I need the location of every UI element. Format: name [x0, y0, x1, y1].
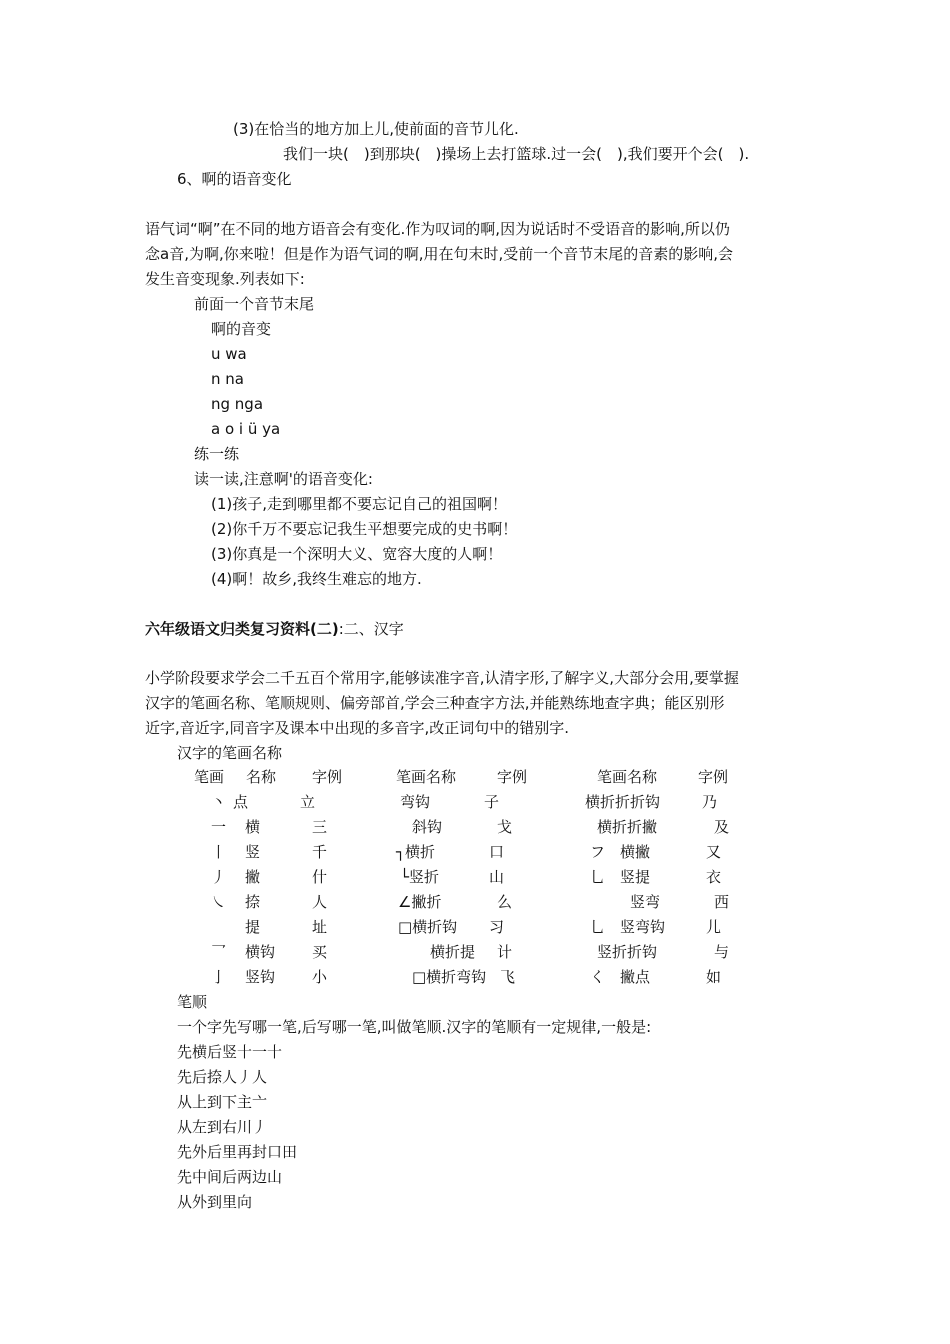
stroke-order-rule: 先外后里再封口田 [177, 1143, 298, 1161]
stroke-order-rule: 先后捺人丿人 [177, 1068, 268, 1086]
stroke-name-3: 乚 竖提 [590, 868, 651, 886]
stroke-name-2: 斜钩 [412, 818, 443, 836]
practice-instruction: 读一读,注意啊'的语音变化: [194, 470, 373, 488]
stroke-name-3: フ 横撇 [590, 843, 651, 861]
stroke-order-rule: 从左到右川丿 [177, 1118, 268, 1136]
stroke-table-header: 字例 [698, 768, 729, 786]
stroke-glyph: 一 [211, 818, 227, 836]
stroke-example-3: 儿 [706, 918, 722, 936]
stroke-table-title: 汉字的笔画名称 [177, 744, 283, 762]
stroke-example-2: 戈 [497, 818, 513, 836]
stroke-example: 什 [312, 868, 328, 886]
stroke-table-header: 笔画 [194, 768, 225, 786]
item-3-sentence: 我们一块( )到那块( )操场上去打篮球.过一会( ),我们要开个会( ). [283, 145, 750, 163]
stroke-glyph: 丶 [211, 793, 227, 811]
stroke-order-rule: 先中间后两边山 [177, 1168, 283, 1186]
stroke-glyph: ㇏ [211, 893, 227, 911]
section-2-para-line-1: 小学阶段要求学会二千五百个常用字,能够读准字音,认清字形,了解字义,大部分会用,要掌握 [145, 669, 739, 687]
heading-6: 6、啊的语音变化 [177, 170, 292, 188]
section-2-para-line-2: 汉字的笔画名称、笔顺规则、偏旁部首,学会三种查字方法,并能熟练地查字典；能区别形 [145, 694, 725, 712]
a-table-header-2: 啊的音变 [211, 320, 272, 338]
stroke-glyph: 亅 [211, 968, 227, 986]
stroke-example-3: 如 [706, 968, 722, 986]
stroke-example-3: 乃 [702, 793, 718, 811]
stroke-example: 三 [312, 818, 328, 836]
a-table-row: ng nga [211, 395, 264, 413]
stroke-name-3: 横折折折钩 [585, 793, 661, 811]
stroke-order-rule: 从外到里向 [177, 1193, 253, 1211]
stroke-glyph: 丿 [211, 868, 227, 886]
stroke-example-2: 么 [497, 893, 513, 911]
stroke-example: 小 [312, 968, 328, 986]
a-table-header-1: 前面一个音节末尾 [194, 295, 315, 313]
stroke-name: 竖 [245, 843, 261, 861]
stroke-name-3: く 撇点 [590, 968, 651, 986]
stroke-table-header: 名称 [246, 768, 277, 786]
practice-item: (3)你真是一个深明大义、宽容大度的人啊！ [211, 545, 503, 563]
stroke-table-header: 笔画名称 [597, 768, 658, 786]
stroke-example-3: 衣 [706, 868, 722, 886]
stroke-example-2: 子 [484, 793, 500, 811]
section-2-para-line-3: 近字,音近字,同音字及课本中出现的多音字,改正词句中的错别字. [145, 719, 570, 737]
stroke-name: 横钩 [245, 943, 276, 961]
stroke-name-2: └竖折 [400, 868, 440, 886]
stroke-name-2: □横折弯钩 [412, 968, 487, 986]
stroke-order-rule: 先横后竖十一十 [177, 1043, 283, 1061]
stroke-name-3: 横折折撇 [597, 818, 658, 836]
stroke-order-rule: 从上到下主亠 [177, 1093, 268, 1111]
stroke-example-3: 又 [706, 843, 722, 861]
a-table-row: a o i ü ya [211, 420, 281, 438]
stroke-name-2: ┐横折 [396, 843, 436, 861]
intro-line-3: 发生音变现象.列表如下: [145, 270, 305, 288]
stroke-example: 址 [312, 918, 328, 936]
intro-line-2: 念a音,为啊,你来啦！但是作为语气词的啊,用在句末时,受前一个音节末尾的音素的影响,会 [145, 245, 734, 263]
stroke-table-header: 笔画名称 [396, 768, 457, 786]
practice-item: (4)啊！故乡,我终生难忘的地方. [211, 570, 422, 588]
stroke-name-2: 弯钩 [400, 793, 431, 811]
stroke-example-3: 西 [714, 893, 730, 911]
stroke-order-title: 笔顺 [177, 993, 208, 1011]
practice-item: (1)孩子,走到哪里都不要忘记自己的祖国啊！ [211, 495, 508, 513]
stroke-name-3: 竖折折钩 [597, 943, 658, 961]
stroke-example: 千 [312, 843, 328, 861]
stroke-name: 撇 [245, 868, 261, 886]
item-3-instruction: (3)在恰当的地方加上儿,使前面的音节儿化. [233, 120, 519, 138]
stroke-example-2: 口 [489, 843, 505, 861]
stroke-example-3: 与 [714, 943, 730, 961]
stroke-name-2: ∠撇折 [398, 893, 442, 911]
stroke-name: 横 [245, 818, 261, 836]
stroke-table-header: 字例 [497, 768, 528, 786]
section-2-heading-rest: :二、汉字 [338, 620, 404, 638]
a-table-row: u wa [211, 345, 247, 363]
stroke-example: 人 [312, 893, 328, 911]
stroke-example-2: 山 [489, 868, 505, 886]
a-table-row: n na [211, 370, 244, 388]
stroke-name-3: 乚 竖弯钩 [590, 918, 666, 936]
section-2-heading-bold: 六年级语文归类复习资料(二) [145, 620, 339, 638]
stroke-example: 立 [300, 793, 316, 811]
intro-line-1: 语气词“啊”在不同的地方语音会有变化.作为叹词的啊,因为说话时不受语音的影响,所以仍 [145, 220, 730, 238]
stroke-glyph: 乛 [211, 943, 227, 961]
stroke-example-2: 计 [497, 943, 513, 961]
stroke-order-intro: 一个字先写哪一笔,后写哪一笔,叫做笔顺.汉字的笔顺有一定规律,一般是: [177, 1018, 652, 1036]
stroke-name-3: 竖弯 [630, 893, 661, 911]
stroke-glyph: 丨 [211, 843, 227, 861]
practice-title: 练一练 [194, 445, 240, 463]
stroke-name: 捺 [245, 893, 261, 911]
practice-item: (2)你千万不要忘记我生平想要完成的史书啊！ [211, 520, 518, 538]
stroke-table-header: 字例 [312, 768, 343, 786]
stroke-name: 竖钩 [245, 968, 276, 986]
stroke-example-3: 及 [714, 818, 730, 836]
stroke-example-2: 飞 [500, 968, 516, 986]
section-2-heading [145, 619, 404, 639]
stroke-name: 提 [245, 918, 261, 936]
stroke-name: 点 [233, 793, 249, 811]
stroke-name-2: □横折钩 [398, 918, 458, 936]
stroke-example: 买 [312, 943, 328, 961]
stroke-example-2: 习 [489, 918, 505, 936]
stroke-name-2: 横折提 [430, 943, 476, 961]
